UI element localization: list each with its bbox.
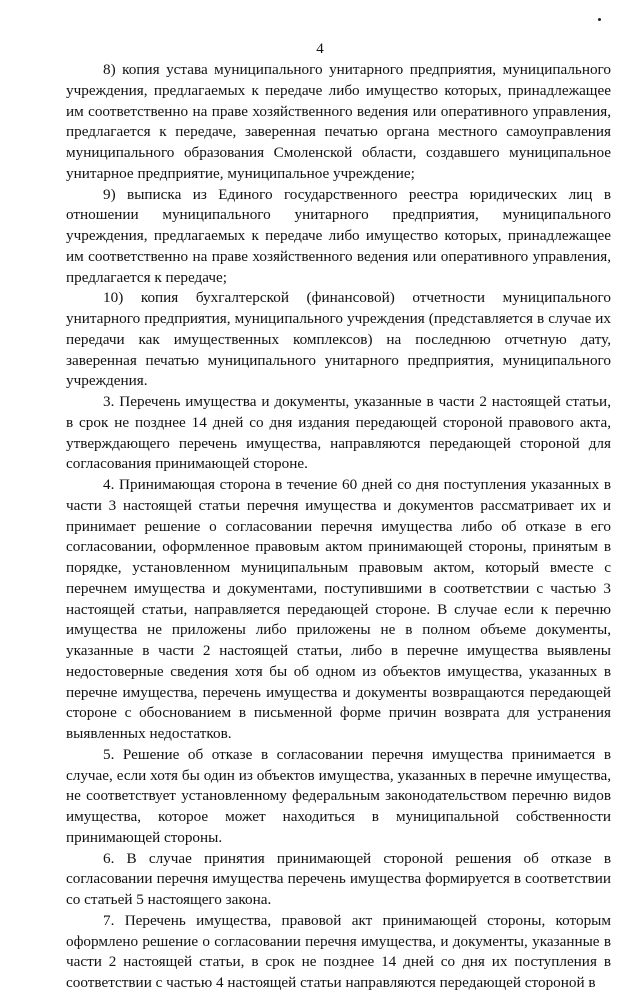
- paragraph-item-8: 8) копия устава муниципального унитарного предприятия, муниципального учреждения, предлагаемых к передаче либо имущество которых, принадлежащее им соответственно на праве хозяйственного ведения или оперативного управления, предлагается к передаче, заверенная печатью органа местного самоуправления муниципального образования Смоленской области, создавшего муниципальное унитарное предприятие, муниципальное учреждение;: [66, 61, 611, 182]
- paragraph-part-4: 4. Принимающая сторона в течение 60 дней со дня поступления указанных в части 3 настоящей статьи перечня имущества и документов рассматривает их и принимает решение о согласовании перечня имущества либо об отказе в его согласовании, оформленное правовым актом принимающей стороны, принятым в порядке, установленном муниципальным правовым актом, который вместе с перечнем имущества и документами, поступившими в соответствии с частью 3 настоящей статьи, направляется передающей стороне. В случае если к перечню имущества не приложены либо приложены не в полном объеме документы, указанные в части 2 настоящей статьи, либо в перечне имущества выявлены недостоверные сведения хотя бы об одном из объектов имущества, указанных в перечне имущества, перечень имущества и документы возвращаются передающей стороне с обоснованием в письменной форме причин возврата для устранения выявленных недостатков.: [66, 476, 611, 742]
- paragraph-part-5: 5. Решение об отказе в согласовании перечня имущества принимается в случае, если хотя бы один из объектов имущества, указанных в перечне имущества, не соответствует установленному федеральным законодательством перечню видов имущества, которое может находиться в муниципальной собственности принимающей стороны.: [66, 745, 611, 846]
- scan-dot: [598, 18, 601, 21]
- paragraph-part-3: 3. Перечень имущества и документы, указанные в части 2 настоящей статьи, в срок не позднее 14 дней со дня издания передающей стороной правового акта, утверждающего перечень имущества, направляются передающей стороной для согласования принимающей стороне.: [66, 393, 611, 473]
- paragraph-part-6: 6. В случае принятия принимающей стороной решения об отказе в согласовании перечня имущества перечень имущества формируется в соответствии со статьей 5 настоящего закона.: [66, 849, 611, 908]
- page-number: 4: [316, 41, 324, 57]
- paragraph-item-10: 10) копия бухгалтерской (финансовой) отчетности муниципального унитарного предприятия, муниципального учреждения (представляется в случае их передачи как имущественных комплексов) на последнюю отчетную дату, заверенная печатью муниципального унитарного предприятия, муниципального учреждения.: [66, 289, 611, 390]
- paragraph-item-9: 9) выписка из Единого государственного реестра юридических лиц в отношении муниципального унитарного предприятия, муниципального учреждения, предлагаемых к передаче либо имущество которых, принадлежащее им соответственно на праве хозяйственного ведения или оперативного управления, предлагается к передаче;: [66, 185, 611, 286]
- paragraph-part-7: 7. Перечень имущества, правовой акт принимающей стороны, которым оформлено решение о согласовании перечня имущества, и документы, указанные в части 2 настоящей статьи, в срок не позднее 14 дней со дня их поступления в соответствии с частью 4 настоящей статьи направляются передающей стороной в: [66, 911, 611, 991]
- document-body: [66, 60, 611, 994]
